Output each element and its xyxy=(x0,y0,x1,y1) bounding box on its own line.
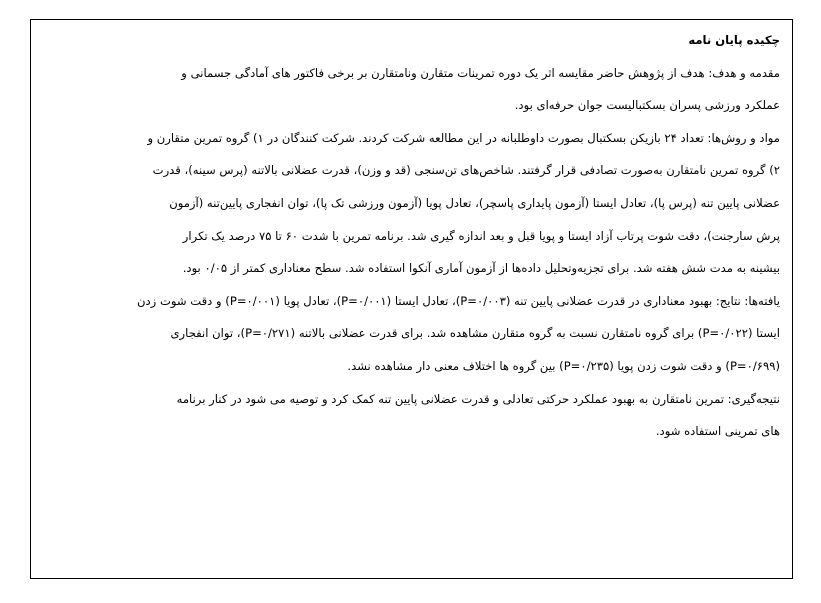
methods-line-4: پرش سارجنت)، دقت شوت پرتاب آزاد ایستا و پویا قبل و بعد اندازه گیری شد. برنامه تمرین با شدت ۶۰ تا ۷۵ درصد یک تکرار xyxy=(182,228,780,243)
abstract-title: چکیده پایان نامه xyxy=(688,33,780,47)
conclusion-line-2: های تمرینی استفاده شود. xyxy=(655,424,780,439)
methods-line-2: ۲) گروه تمرین نامتقارن به‌صورت تصادفی قرار گرفتند. شاخص‌های تن‌سنجی (قد و وزن)، قدرت عضلانی بالاتنه (پرس سینه)، قدرت xyxy=(152,163,780,178)
methods-line-1: مواد و روش‌ها: تعداد ۲۴ بازیکن بسکتبال بصورت داوطلبانه در این مطالعه شرکت کردند. شرکت کنندگان در ۱) گروه تمرین متقارن و xyxy=(147,130,780,145)
results-line-2: ایستا (P=۰/۰۲۲) برای گروه نامتقارن نسبت به گروه متقارن مشاهده شد. برای قدرت عضلانی بالاتنه (P=۰/۲۷۱)، توان انفجاری xyxy=(170,326,780,341)
intro-line-1: مقدمه و هدف: هدف از پژوهش حاضر مقایسه اثر یک دوره تمرینات متقارن ونامتقارن بر برخی فاکتور های آمادگی جسمانی و xyxy=(181,65,780,80)
methods-line-5: بیشینه به مدت شش هفته شد. برای تجزیه‌وتحلیل داده‌ها از آزمون آماری آنکوا استفاده شد. سطح معناداری کمتر از ۰/۰۵ بود. xyxy=(182,261,780,276)
results-line-3: (P=۰/۶۹۹) و دقت شوت زدن پویا (P=۰/۲۳۵) بین گروه ها اختلاف معنی دار مشاهده نشد. xyxy=(347,358,780,373)
abstract-box xyxy=(30,19,793,579)
methods-line-3: عضلانی پایین تنه (پرس پا)، تعادل ایستا (آزمون پایداری پاسچر)، تعادل پویا (آزمون ورزشی تک پا)، توان انفجاری پایین‌تنه (آزمون xyxy=(169,195,780,210)
intro-line-2: عملکرد ورزشی پسران بسکتبالیست جوان حرفه‌ای بود. xyxy=(514,98,780,113)
conclusion-line-1: نتیجه‌گیری: تمرین نامتقارن به بهبود عملکرد حرکتی تعادلی و قدرت عضلانی پایین تنه کمک کرد و توصیه می شود در کنار برنامه xyxy=(176,391,780,406)
results-line-1: یافته‌ها: نتایج: بهبود معناداری در قدرت عضلانی پایین تنه (P=۰/۰۰۳)، تعادل ایستا (P=۰/۰۰۱)، تعادل پویا (P=۰/۰۰۱) و دقت شوت زدن xyxy=(136,293,780,308)
